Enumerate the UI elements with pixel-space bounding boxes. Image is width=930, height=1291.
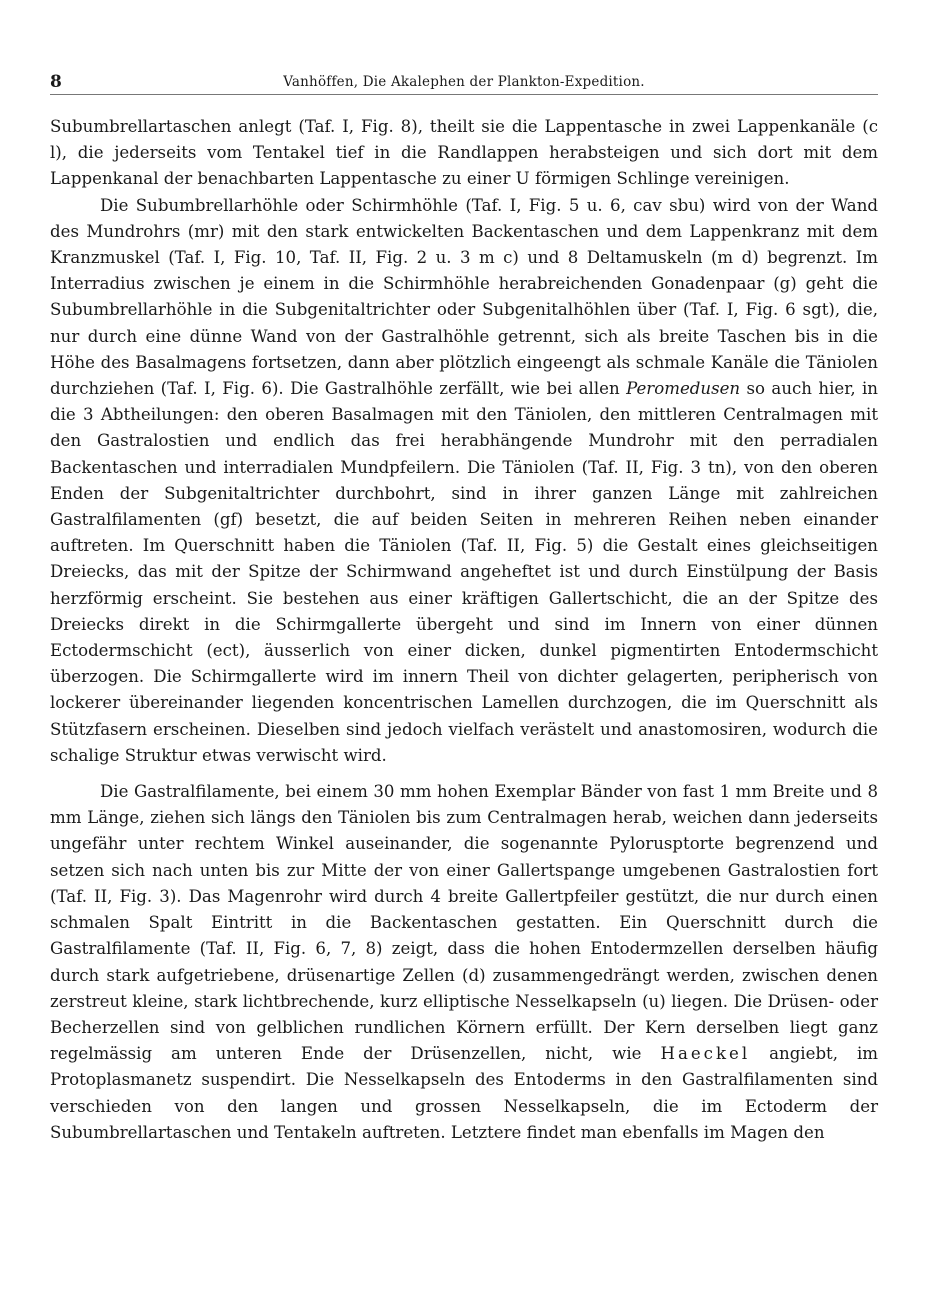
- paragraph-2-part-2: so auch hier, in die 3 Abtheilungen: den oberen Basalmagen mit den Täniolen, den mittleren Centralmagen mit den Gastralostien und endlich das frei herabhängende Mundrohr mit den perradialen Backentaschen und interradialen Mundpfeilern. Die Täniolen (Taf. II, Fig. 3 tn), von den oberen Enden der Subgenitaltrichter durchbohrt, sind in ihrer ganzen Länge mit zahlreichen Gastralfilamenten (gf) besetzt, die auf beiden Seiten in mehreren Reihen neben einander auftreten. Im Querschnitt haben die Täniolen (Taf. II, Fig. 5) die Gestalt eines gleichseitigen Dreiecks, das mit der Spitze der Schirmwand angeheftet ist und durch Einstülpung der Basis herzförmig erscheint. Sie bestehen aus einer kräftigen Gallertschicht, die an der Spitze des Dreiecks direkt in die Schirmgallerte übergeht und sind im Innern von einer dünnen Ectodermschicht (ect), äusserlich von einer dicken, dunkel pigmentirten Entodermschicht überzogen. Die Schirmgallerte wird im innern Theil von dichter gelagerten, peripherisch von lockerer übereinander liegenden koncentrischen Lamellen durchzogen, die im Querschnitt als Stützfasern erscheinen. Dieselben sind jedoch vielfach verästelt und anastomosiren, wodurch die schalige Struktur etwas verwischt wird.: [50, 379, 878, 765]
- author-name-haeckel: Haeckel: [660, 1044, 751, 1064]
- paragraph-3-part-2: angiebt, im Protoplasmanetz suspendirt. Die Nesselkapseln des Entoderms in den Gastralfilamenten sind verschieden von den langen und grossen Nesselkapseln, die im Ectoderm der Subumbrellartaschen und Tentakeln auftreten. Letztere findet man ebenfalls im Magen den: [50, 1044, 879, 1142]
- paragraph-2: [50, 193, 878, 769]
- paragraph-3: [50, 779, 878, 1146]
- paragraph-3-part-1: Die Gastralfilamente, bei einem 30 mm hohen Exemplar Bänder von fast 1 mm Breite und 8 mm Länge, ziehen sich längs den Täniolen bis zum Centralmagen herab, weichen dann jederseits ungefähr unter rechtem Winkel auseinander, die sogenannte Pylorusptorte begrenzend und setzen sich nach unten bis zur Mitte der von einer Gallertspange umgebenen Gastralostien fort (Taf. II, Fig. 3). Das Magenrohr wird durch 4 breite Gallertpfeiler gestützt, die nur durch einen schmalen Spalt Eintritt in die Backentaschen gestatten. Ein Querschnitt durch die Gastralfilamente (Taf. II, Fig. 6, 7, 8) zeigt, dass die hohen Entodermzellen derselben häufig durch stark aufgetriebene, drüsenartige Zellen (d) zusammengedrängt werden, zwischen denen zerstreut kleine, stark lichtbrechende, kurz elliptische Nesselkapseln (u) liegen. Die Drüsen- oder Becherzellen sind von gelblichen rundlichen Körnern erfüllt. Der Kern derselben liegt ganz regelmässig am unteren Ende der Drüsenzellen, nicht, wie: [50, 782, 878, 1064]
- page-number: 8: [50, 72, 62, 92]
- paragraph-2-part-1: Die Subumbrellarhöhle oder Schirmhöhle (Taf. I, Fig. 5 u. 6, cav sbu) wird von der Wand des Mundrohrs (mr) mit den stark entwickelten Backentaschen und dem Lappenkranz mit dem Kranzmuskel (Taf. I, Fig. 10, Taf. II, Fig. 2 u. 3 m c) und 8 Deltamuskeln (m d) begrenzt. Im Interradius zwischen je einem in die Schirmhöhle herabreichenden Gonadenpaar (g) geht die Subumbrellarhöhle in die Subgenitaltrichter oder Subgenitalhöhlen über (Taf. I, Fig. 6 sgt), die, nur durch eine dünne Wand von der Gastralhöhle getrennt, sich als breite Taschen bis in die Höhe des Basalmagens fortsetzen, dann aber plötzlich eingeengt als schmale Kanäle die Täniolen durchziehen (Taf. I, Fig. 6). Die Gastralhöhle zerfällt, wie bei allen: [50, 195, 878, 399]
- paragraph-1: Subumbrellartaschen anlegt (Taf. I, Fig. 8), theilt sie die Lappentasche in zwei Lappenkanäle (c l), die jederseits vom Tentakel tief in die Randlappen herabsteigen und sich dort mit dem Lappenkanal der benachbarten Lappentasche zu einer U förmigen Schlinge vereinigen.: [50, 117, 878, 189]
- running-head: Vanhöffen, Die Akalephen der Plankton-Expedition.: [283, 74, 645, 90]
- page-header: [50, 72, 878, 95]
- italic-term-peromedusen: Peromedusen: [626, 379, 741, 399]
- body-text: [50, 114, 878, 1146]
